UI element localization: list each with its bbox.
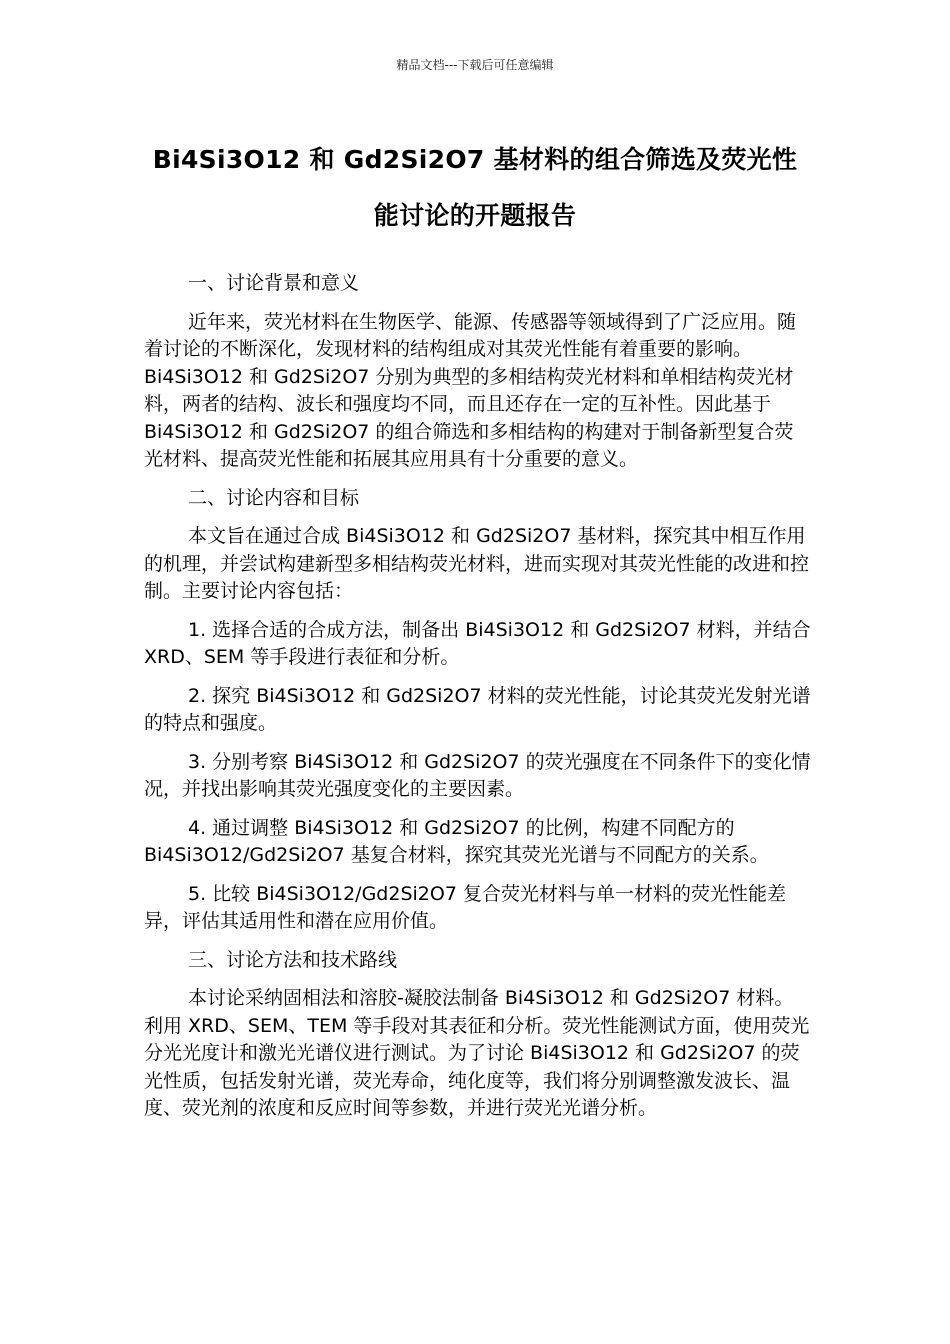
- list-item: 3. 分别考察 Bi4Si3O12 和 Gd2Si2O7 的荧光强度在不同条件下的变化情况，并找出影响其荧光强度变化的主要因素。: [144, 750, 811, 800]
- page-header: 精品文档---下载后可任意编辑: [396, 58, 554, 72]
- section-heading-methods: 三、讨论方法和技术路线: [188, 948, 398, 971]
- document-title-line2: 能讨论的开题报告: [373, 201, 577, 230]
- section-heading-content: 二、讨论内容和目标: [188, 486, 360, 509]
- section-paragraph-methods: 本讨论采纳固相法和溶胶-凝胶法制备 Bi4Si3O12 和 Gd2Si2O7 材料。利用 XRD、SEM、TEM 等手段对其表征和分析。荧光性能测试方面，使用荧光分光光度计和激光光谱仪进行测试。为了讨论 Bi4Si3O12 和 Gd2Si2O7 的荧光性质，包括发射光谱，荧光寿命，纯化度等，我们将分别调整激发波长、温度、荧光剂的浓度和反应时间等参数，并进行荧光光谱分析。: [144, 987, 810, 1119]
- section-paragraph-background: 近年来，荧光材料在生物医学、能源、传感器等领域得到了广泛应用。随着讨论的不断深化，发现材料的结构组成对其荧光性能有着重要的影响。Bi4Si3O12 和 Gd2Si2O7 分别为典型的多相结构荧光材料和单相结构荧光材料，两者的结构、波长和强度均不同，而且还存在一定的互补性。因此基于 Bi4Si3O12 和 Gd2Si2O7 的组合筛选和多相结构的构建对于制备新型复合荧光材料、提高荧光性能和拓展其应用具有十分重要的意义。: [144, 310, 797, 470]
- list-item: 4. 通过调整 Bi4Si3O12 和 Gd2Si2O7 的比例，构建不同配方的 Bi4Si3O12/Gd2Si2O7 基复合材料，探究其荧光光谱与不同配方的关系。: [144, 816, 769, 866]
- document-title-line1: Bi4Si3O12 和 Gd2Si2O7 基材料的组合筛选及荧光性: [152, 145, 798, 174]
- section-heading-background: 一、讨论背景和意义: [188, 272, 360, 294]
- section-paragraph-content: 本文旨在通过合成 Bi4Si3O12 和 Gd2Si2O7 基材料，探究其中相互作用的机理，并尝试构建新型多相结构荧光材料，进而实现对其荧光性能的改进和控制。主要讨论内容包括：: [144, 525, 810, 602]
- list-item: 5. 比较 Bi4Si3O12/Gd2Si2O7 复合荧光材料与单一材料的荧光性能差异，评估其适用性和潜在应用价值。: [144, 882, 786, 932]
- document-body: [144, 270, 812, 1134]
- list-item: 2. 探究 Bi4Si3O12 和 Gd2Si2O7 材料的荧光性能，讨论其荧光发射光谱的特点和强度。: [144, 684, 811, 734]
- list-item: 1. 选择合适的合成方法，制备出 Bi4Si3O12 和 Gd2Si2O7 材料，并结合 XRD、SEM 等手段进行表征和分析。: [144, 618, 811, 668]
